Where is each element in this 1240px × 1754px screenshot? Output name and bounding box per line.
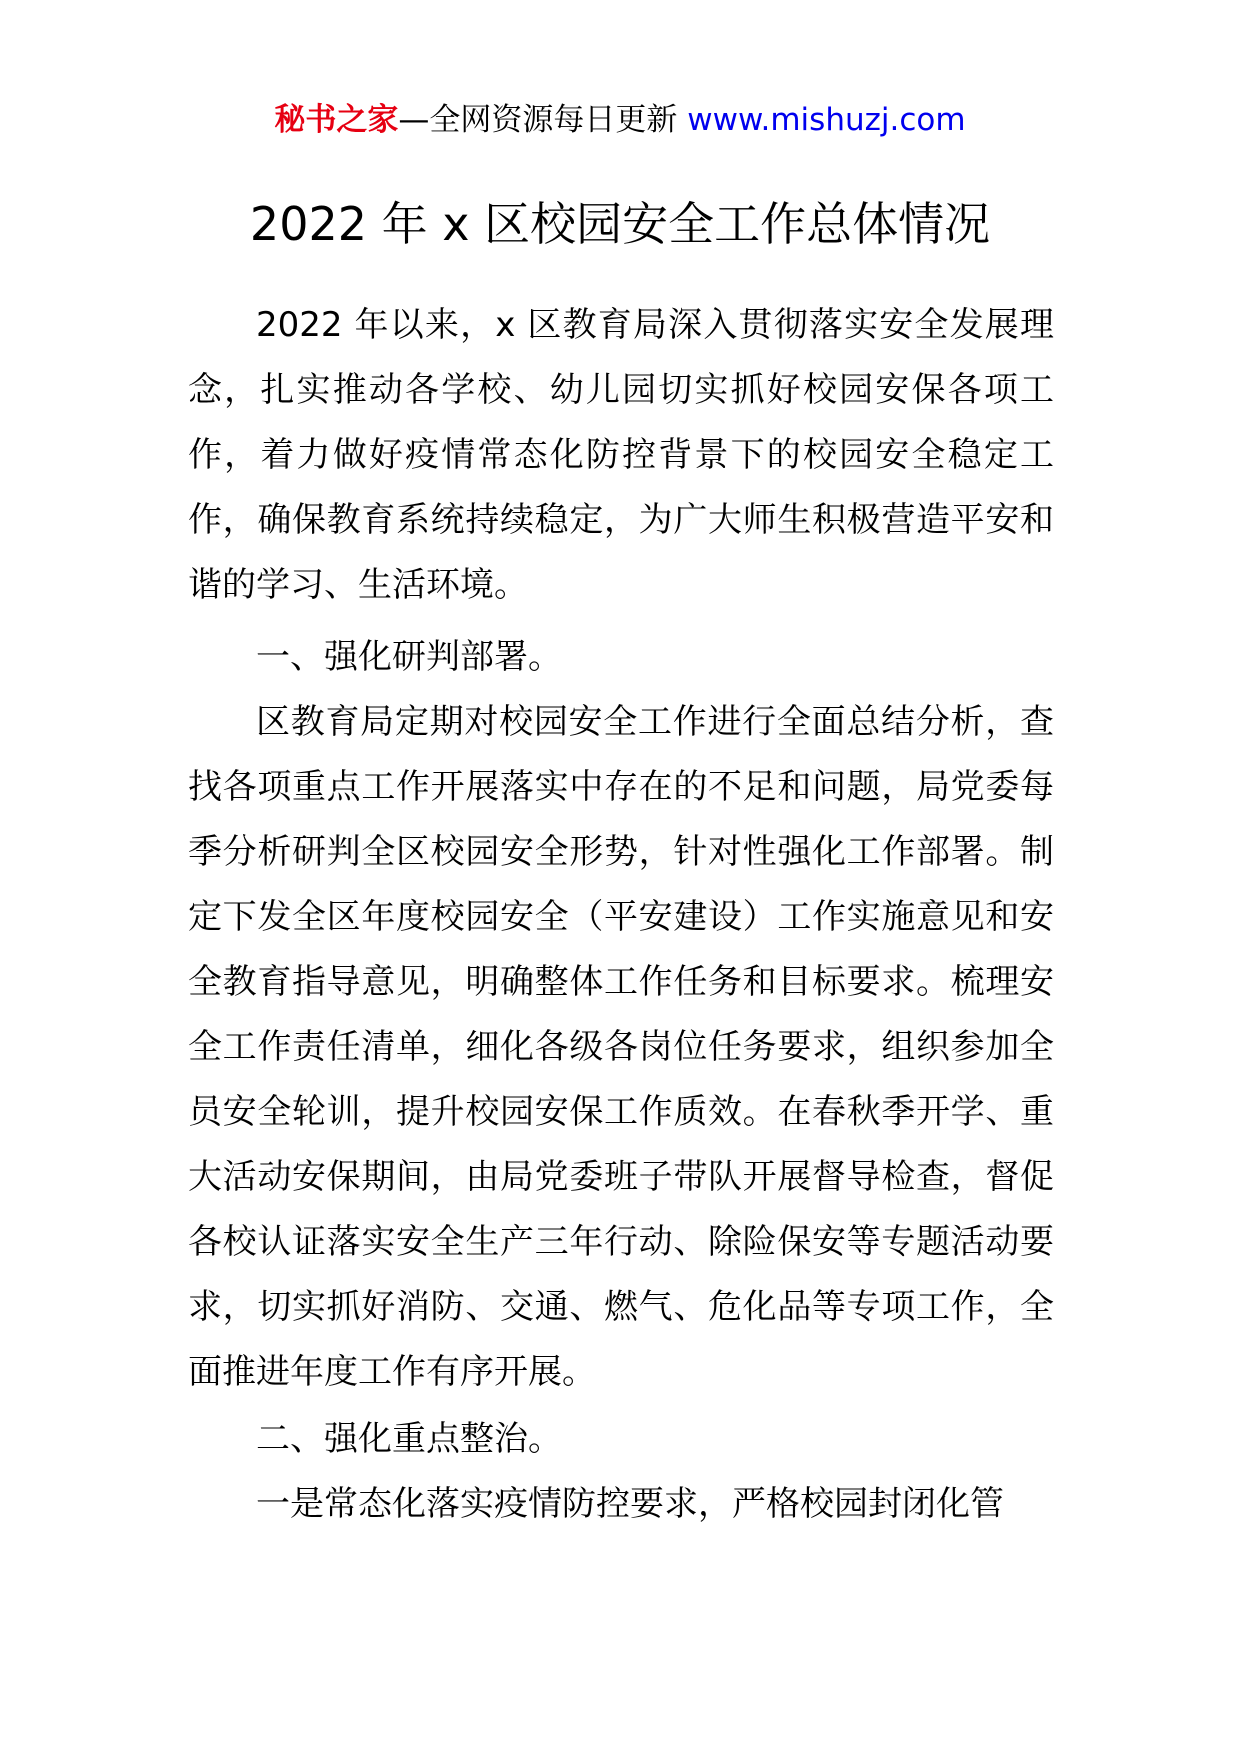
document-title: 2022 年 x 区校园安全工作总体情况	[249, 197, 991, 251]
section-heading-1: 一、强化研判部署。	[256, 637, 562, 677]
website-link[interactable]: www.mishuzj.com	[687, 102, 966, 138]
brand-name: 秘书之家	[274, 102, 399, 138]
section-heading-2: 二、强化重点整治。	[256, 1419, 562, 1459]
intro-paragraph: 2022 年以来，x 区教育局深入贯彻落实安全发展理念，扎实推动各学校、幼儿园切实抓好校园安保各项工作，着力做好疫情常态化防控背景下的校园安全稳定工作，确保教育系统持续稳定，为广大师生积极营造平安和谐的学习、生活环境。	[188, 305, 1054, 605]
header-tagline: —全网资源每日更新	[398, 102, 688, 138]
section-2-paragraph: 一是常态化落实疫情防控要求，严格校园封闭化管	[256, 1484, 1004, 1524]
section-1-paragraph: 区教育局定期对校园安全工作进行全面总结分析，查找各项重点工作开展落实中存在的不足和问题，局党委每季分析研判全区校园安全形势，针对性强化工作部署。制定下发全区年度校园安全（平安建设）工作实施意见和安全教育指导意见，明确整体工作任务和目标要求。梳理安全工作责任清单，细化各级各岗位任务要求，组织参加全员安全轮训，提升校园安保工作质效。在春秋季开学、重大活动安保期间，由局党委班子带队开展督导检查，督促各校认证落实安全生产三年行动、除险保安等专题活动要求，切实抓好消防、交通、燃气、危化品等专项工作，全面推进年度工作有序开展。	[188, 702, 1054, 1392]
page-header	[0, 98, 1240, 142]
